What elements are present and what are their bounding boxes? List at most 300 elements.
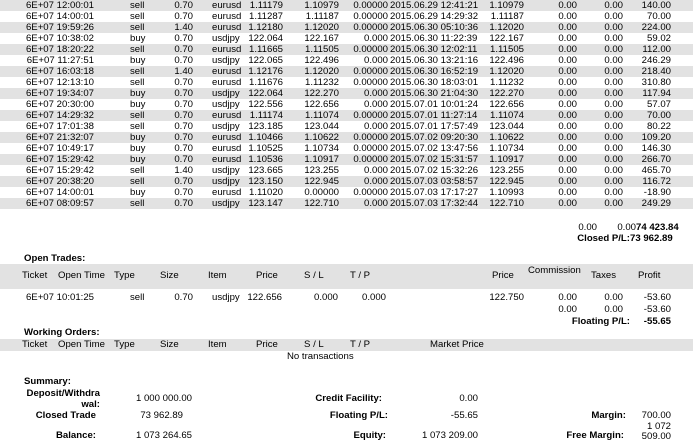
cell-tp: 0.00000 — [353, 66, 388, 77]
cell-close-price: 122.945 — [489, 176, 524, 187]
cell-sl: 122.167 — [304, 33, 339, 44]
cell-close-time: 2015.06.30 21:04:30 — [390, 88, 479, 99]
cell-open-price: 1.11020 — [249, 187, 283, 198]
col-tp: T / P — [350, 270, 371, 281]
floating-value: -55.65 — [450, 410, 478, 421]
cell-size: 0.70 — [174, 121, 193, 132]
cell-sl: 122.945 — [304, 176, 339, 187]
cell-close-price: 123.044 — [489, 121, 524, 132]
cell-tp: 0.00000 — [353, 132, 388, 143]
cell-close-time: 2015.06.29 14:29:32 — [390, 11, 479, 22]
cell-item: eurusd — [212, 187, 242, 198]
cell-commission: 0.00 — [558, 110, 577, 121]
cell-time: 6E+07 21:32:07 — [25, 132, 94, 143]
cell-item: eurusd — [212, 154, 242, 165]
col-open-time: Open Time — [58, 270, 105, 281]
cell-profit: 249.29 — [641, 198, 671, 209]
cell-close-price: 1.12020 — [489, 22, 524, 33]
cell-size: 1.40 — [174, 66, 193, 77]
cell-tp: 0.00000 — [353, 22, 388, 33]
cell-open-price: 1.10525 — [248, 143, 283, 154]
cell-commission: 0.00 — [558, 33, 577, 44]
cell-type: buy — [130, 154, 146, 165]
cell-close-time: 2015.07.02 13:47:56 — [390, 143, 479, 154]
working-orders-header — [0, 339, 693, 351]
cell-close-time: 2015.07.03 03:58:57 — [390, 176, 479, 187]
table-row — [0, 176, 693, 187]
cell-swaps: 0.00 — [604, 165, 623, 176]
cell-open-price: 1.11287 — [249, 11, 283, 22]
cell-swaps: 0.00 — [604, 187, 623, 198]
cell-open-price: 1.12180 — [248, 22, 283, 33]
cell-close-price: 122.270 — [489, 88, 524, 99]
cell-item: usdjpy — [212, 292, 240, 303]
credit-label: Credit Facility: — [315, 393, 382, 404]
cell-item: eurusd — [212, 77, 242, 88]
cell-profit: 224.00 — [641, 22, 671, 33]
cell-type: buy — [130, 88, 146, 99]
cell-type: sell — [130, 11, 145, 22]
table-row — [0, 22, 693, 33]
cell-type: sell — [130, 0, 145, 11]
cell-swaps: 0.00 — [604, 99, 623, 110]
cell-close-time: 2015.06.30 18:03:01 — [390, 77, 479, 88]
cell-commission: 0.00 — [558, 198, 577, 209]
cell-profit: 59.02 — [646, 33, 671, 44]
col-ticket: Ticket — [22, 270, 48, 281]
cell-tp: 0.00000 — [353, 143, 388, 154]
cell-close-time: 2015.07.01 10:01:24 — [390, 99, 479, 110]
cell-item: eurusd — [212, 0, 242, 11]
cell-sl: 1.10917 — [304, 154, 339, 165]
cell-close-price: 123.255 — [489, 165, 524, 176]
col-sl: S / L — [304, 270, 324, 281]
cell-item: eurusd — [212, 11, 242, 22]
table-row — [0, 132, 693, 143]
open-subtotal-commission: 0.00 — [558, 304, 577, 315]
open-trades-header — [0, 264, 693, 289]
cell-open-price: 122.064 — [248, 88, 283, 99]
cell-type: buy — [130, 33, 146, 44]
cell-swaps: 0.00 — [604, 110, 623, 121]
cell-profit: 310.80 — [641, 77, 671, 88]
open-floating-label: Floating P/L: — [571, 316, 630, 327]
cell-item: usdjpy — [212, 198, 240, 209]
cell-open-price: 1.10536 — [248, 154, 283, 165]
cell-time: 6E+07 14:00:01 — [25, 11, 94, 22]
col-price2: Price — [492, 270, 514, 281]
cell-tp: 0.000 — [363, 33, 388, 44]
cell-swaps: 0.00 — [604, 198, 623, 209]
cell-close-time: 2015.06.30 11:22:39 — [390, 33, 478, 44]
cell-type: buy — [130, 132, 146, 143]
cell-size: 1.40 — [174, 165, 193, 176]
cell-close-price: 1.10979 — [489, 0, 524, 11]
wo-col-market-price: Market Price — [430, 339, 484, 350]
table-row — [0, 154, 693, 165]
cell-profit: 140.00 — [641, 0, 671, 11]
cell-type: buy — [130, 143, 146, 154]
cell-time: 6E+07 15:29:42 — [25, 165, 94, 176]
cell-close-price: 122.710 — [489, 198, 524, 209]
col-item: Item — [208, 270, 227, 281]
cell-time: 6E+07 20:30:00 — [25, 99, 94, 110]
cell-swaps: 0.00 — [604, 22, 623, 33]
cell-item: eurusd — [212, 143, 242, 154]
total-commission: 0.00 — [578, 222, 597, 233]
cell-close-time: 2015.07.01 11:27:14 — [390, 110, 478, 121]
cell-type: buy — [130, 55, 146, 66]
table-row — [0, 77, 693, 88]
cell-swaps: 0.00 — [604, 88, 623, 99]
cell-item: eurusd — [212, 22, 242, 33]
cell-close-price: 1.11505 — [490, 44, 524, 55]
cell-sl: 1.10734 — [304, 143, 339, 154]
table-row — [0, 99, 693, 110]
cell-sl: 0.00000 — [304, 187, 339, 198]
cell-close-time: 2015.07.01 17:57:49 — [390, 121, 479, 132]
cell-swaps: 0.00 — [604, 0, 623, 11]
cell-close-time: 2015.07.03 17:32:44 — [390, 198, 479, 209]
wo-col-open-time: Open Time — [58, 339, 105, 350]
cell-sl: 122.496 — [304, 55, 339, 66]
table-row — [0, 198, 693, 209]
open-trade-row — [0, 292, 693, 303]
cell-tp: 0.00000 — [353, 44, 388, 55]
cell-profit: 218.40 — [641, 66, 671, 77]
cell-swaps: 0.00 — [604, 66, 623, 77]
balance-value: 1 073 264.65 — [135, 430, 192, 441]
floating-label: Floating P/L: — [329, 410, 388, 421]
cell-size: 0.70 — [174, 55, 193, 66]
cell-time: 6E+07 19:59:26 — [25, 22, 94, 33]
cell-tp: 0.000 — [363, 165, 388, 176]
cell-time: 6E+07 18:20:22 — [25, 44, 94, 55]
table-row — [0, 121, 693, 132]
cell-tp: 0.00000 — [353, 77, 388, 88]
cell-item: eurusd — [212, 110, 242, 121]
cell-size: 0.70 — [174, 154, 193, 165]
cell-item: eurusd — [212, 44, 242, 55]
cell-open-price: 1.11665 — [249, 44, 283, 55]
cell-type: sell — [130, 44, 145, 55]
margin-label: Margin: — [591, 410, 626, 421]
cell-close-time: 2015.07.02 15:31:57 — [390, 154, 479, 165]
credit-value: 0.00 — [459, 393, 478, 404]
cell-sl: 1.11074 — [305, 110, 339, 121]
cell-type: sell — [130, 110, 145, 121]
deposit-label: Deposit/Withdrawal: — [26, 388, 100, 410]
cell-close-time: 2015.07.03 17:17:27 — [390, 187, 479, 198]
cell-tp: 0.00000 — [353, 0, 388, 11]
cell-close-price: 122.656 — [489, 99, 524, 110]
cell-size: 0.70 — [174, 88, 193, 99]
cell-size: 0.70 — [174, 143, 193, 154]
cell-size: 0.70 — [174, 11, 193, 22]
cell-time: 6E+07 12:13:10 — [25, 77, 94, 88]
cell-close-price: 1.11187 — [490, 11, 524, 22]
cell-commission: 0.00 — [558, 66, 577, 77]
cell-close-time: 2015.07.02 15:32:26 — [390, 165, 479, 176]
cell-swaps: 0.00 — [604, 176, 623, 187]
cell-open-price: 123.665 — [248, 165, 283, 176]
cell-item: usdjpy — [212, 55, 240, 66]
cell-profit: 57.07 — [646, 99, 671, 110]
cell-swaps: 0.00 — [604, 143, 623, 154]
cell-open-price: 123.185 — [248, 121, 283, 132]
cell-time: 6E+07 10:38:02 — [25, 33, 94, 44]
cell-commission: 0.00 — [558, 154, 577, 165]
cell-commission: 0.00 — [558, 176, 577, 187]
cell-tp: 0.000 — [363, 198, 388, 209]
cell-time: 6E+07 16:03:18 — [25, 66, 94, 77]
cell-item: usdjpy — [212, 165, 240, 176]
cell-profit: 112.00 — [642, 44, 671, 55]
cell-swaps: 0.00 — [604, 121, 623, 132]
cell-close-time: 2015.06.30 12:02:11 — [390, 44, 478, 55]
cell-size: 0.70 — [174, 176, 193, 187]
cell-commission: 0.00 — [558, 165, 577, 176]
cell-close-price: 1.10917 — [489, 154, 524, 165]
wo-col-ticket: Ticket — [22, 339, 48, 350]
cell-tp: 0.00000 — [353, 110, 388, 121]
cell-open-price: 1.12176 — [248, 66, 283, 77]
cell-type: buy — [130, 99, 146, 110]
margin-value: 700.00 — [641, 410, 671, 421]
cell-open-price: 1.10466 — [248, 132, 283, 143]
wo-col-sl: S / L — [304, 339, 324, 350]
cell-type: sell — [130, 66, 145, 77]
cell-price2: 122.750 — [489, 292, 524, 303]
cell-commission: 0.00 — [558, 55, 577, 66]
no-transactions: No transactions — [287, 351, 354, 362]
col-size: Size — [160, 270, 179, 281]
cell-close-price: 122.496 — [489, 55, 524, 66]
cell-swaps: 0.00 — [604, 33, 623, 44]
cell-commission: 0.00 — [558, 121, 577, 132]
cell-sl: 122.656 — [304, 99, 339, 110]
cell-sl: 1.11232 — [305, 77, 339, 88]
cell-tp: 0.00000 — [353, 154, 388, 165]
cell-open-price: 1.11676 — [249, 77, 283, 88]
cell-size: 0.70 — [174, 110, 193, 121]
cell-swaps: 0.00 — [604, 44, 623, 55]
table-row — [0, 88, 693, 99]
cell-profit: -18.90 — [643, 187, 671, 198]
cell-open-price: 122.064 — [248, 33, 283, 44]
cell-tp: 0.000 — [361, 292, 386, 303]
cell-close-time: 2015.06.30 16:52:19 — [390, 66, 479, 77]
cell-tp: 0.00000 — [353, 187, 388, 198]
cell-commission: 0.00 — [558, 0, 577, 11]
col-profit: Profit — [638, 270, 661, 281]
cell-swaps: 0.00 — [604, 132, 623, 143]
cell-close-price: 1.12020 — [489, 66, 524, 77]
cell-close-time: 2015.06.30 05:10:36 — [390, 22, 479, 33]
cell-sl: 1.10979 — [304, 0, 339, 11]
cell-size: 0.70 — [174, 99, 193, 110]
cell-close-price: 1.11074 — [490, 110, 524, 121]
cell-sl: 1.11505 — [305, 44, 339, 55]
cell-size: 0.70 — [174, 77, 193, 88]
cell-close-price: 122.167 — [489, 33, 524, 44]
open-floating-value: -55.65 — [643, 316, 671, 327]
table-row — [0, 165, 693, 176]
equity-value: 1 073 209.00 — [421, 430, 478, 441]
cell-size: 0.70 — [174, 0, 193, 11]
cell-commission: 0.00 — [558, 11, 577, 22]
table-row — [0, 143, 693, 154]
cell-time: 6E+07 10:01:25 — [25, 292, 94, 303]
cell-item: eurusd — [212, 66, 242, 77]
cell-time: 6E+07 08:09:57 — [25, 198, 94, 209]
cell-profit: -53.60 — [643, 292, 671, 303]
cell-swaps: 0.00 — [604, 154, 623, 165]
col-taxes: Taxes — [591, 270, 617, 281]
cell-open-price: 1.11179 — [249, 0, 283, 11]
cell-type: sell — [130, 198, 145, 209]
cell-sl: 1.12020 — [304, 22, 339, 33]
wo-col-price: Price — [256, 339, 278, 350]
table-row — [0, 55, 693, 66]
cell-open-price: 1.11174 — [249, 110, 283, 121]
table-row — [0, 66, 693, 77]
cell-close-price: 1.11232 — [490, 77, 524, 88]
cell-commission: 0.00 — [558, 132, 577, 143]
closed-pl-label: Closed P/L: — [577, 233, 630, 244]
table-row — [0, 187, 693, 198]
closed-pl-value: 73 962.89 — [630, 233, 673, 244]
cell-tp: 0.000 — [363, 121, 388, 132]
cell-type: sell — [130, 22, 145, 33]
cell-size: 0.70 — [174, 187, 193, 198]
cell-type: buy — [130, 187, 146, 198]
cell-item: usdjpy — [212, 99, 240, 110]
cell-close-price: 1.10734 — [489, 143, 524, 154]
total-swaps: 0.00 — [617, 222, 636, 233]
cell-swaps: 0.00 — [604, 77, 623, 88]
col-type: Type — [114, 270, 135, 281]
cell-close-time: 2015.07.02 09:20:30 — [390, 132, 479, 143]
cell-open-price: 122.065 — [248, 55, 283, 66]
cell-open-price: 123.150 — [248, 176, 283, 187]
table-row — [0, 44, 693, 55]
closed-trade-label: Closed Trade — [35, 410, 96, 421]
balance-label: Balance: — [56, 430, 96, 441]
cell-item: usdjpy — [212, 88, 240, 99]
cell-close-price: 1.10993 — [489, 187, 524, 198]
cell-tp: 0.00000 — [353, 11, 388, 22]
table-row — [0, 33, 693, 44]
wo-col-tp: T / P — [350, 339, 371, 350]
wo-col-size: Size — [160, 339, 179, 350]
cell-commission: 0.00 — [558, 143, 577, 154]
cell-tp: 0.000 — [363, 99, 388, 110]
cell-item: usdjpy — [212, 176, 240, 187]
cell-time: 6E+07 19:34:07 — [25, 88, 94, 99]
cell-profit: 465.70 — [641, 165, 671, 176]
open-trades-title: Open Trades: — [24, 253, 86, 264]
cell-sl: 1.12020 — [304, 66, 339, 77]
cell-time: 6E+07 10:49:17 — [25, 143, 94, 154]
cell-time: 6E+07 17:01:38 — [25, 121, 94, 132]
cell-size: 0.70 — [174, 44, 193, 55]
cell-profit: 70.00 — [646, 110, 671, 121]
cell-tp: 0.000 — [363, 88, 388, 99]
cell-sl: 122.710 — [304, 198, 339, 209]
cell-sl: 123.044 — [304, 121, 339, 132]
cell-taxes: 0.00 — [604, 292, 623, 303]
total-profit: 74 423.84 — [636, 222, 679, 233]
col-price: Price — [256, 270, 278, 281]
open-subtotal-taxes: 0.00 — [604, 304, 623, 315]
open-subtotal-profit: -53.60 — [643, 304, 671, 315]
cell-item: usdjpy — [212, 121, 240, 132]
cell-tp: 0.000 — [363, 55, 388, 66]
wo-col-item: Item — [208, 339, 227, 350]
free-margin-value: 1 072 509.00 — [641, 421, 671, 442]
cell-swaps: 0.00 — [604, 55, 623, 66]
cell-profit: 116.72 — [642, 176, 671, 187]
cell-sl: 1.11187 — [305, 11, 339, 22]
table-row — [0, 110, 693, 121]
working-orders-title: Working Orders: — [24, 327, 100, 338]
cell-profit: 246.29 — [641, 55, 671, 66]
cell-profit: 146.30 — [641, 143, 671, 154]
cell-type: sell — [130, 176, 145, 187]
cell-size: 0.70 — [174, 33, 193, 44]
cell-commission: 0.00 — [558, 22, 577, 33]
col-commission: Commission — [528, 265, 581, 276]
cell-profit: 70.00 — [646, 11, 671, 22]
cell-time: 6E+07 12:00:01 — [25, 0, 94, 11]
cell-commission: 0.00 — [558, 77, 577, 88]
cell-commission: 0.00 — [558, 99, 577, 110]
cell-sl: 1.10622 — [304, 132, 339, 143]
cell-close-price: 1.10622 — [489, 132, 524, 143]
cell-commission: 0.00 — [558, 44, 577, 55]
deposit-value: 1 000 000.00 — [135, 393, 192, 404]
cell-profit: 266.70 — [641, 154, 671, 165]
cell-item: usdjpy — [212, 33, 240, 44]
cell-close-time: 2015.06.29 12:41:21 — [390, 0, 479, 11]
cell-price: 122.656 — [247, 292, 282, 303]
cell-swaps: 0.00 — [604, 11, 623, 22]
cell-time: 6E+07 11:27:51 — [26, 55, 94, 66]
cell-commission: 0.00 — [558, 187, 577, 198]
cell-type: sell — [130, 77, 145, 88]
cell-type: sell — [130, 165, 145, 176]
cell-close-time: 2015.06.30 13:21:16 — [390, 55, 479, 66]
wo-col-type: Type — [114, 339, 135, 350]
cell-time: 6E+07 20:38:20 — [25, 176, 94, 187]
closed-trade-value: 73 962.89 — [140, 410, 183, 421]
cell-size: 0.70 — [174, 198, 193, 209]
cell-open-price: 122.556 — [248, 99, 283, 110]
cell-type: sell — [130, 121, 145, 132]
cell-profit: 80.22 — [646, 121, 671, 132]
cell-sl: 122.270 — [304, 88, 339, 99]
cell-profit: 117.94 — [642, 88, 671, 99]
cell-commission: 0.00 — [558, 292, 577, 303]
cell-item: eurusd — [212, 132, 242, 143]
cell-time: 6E+07 14:00:01 — [25, 187, 94, 198]
cell-profit: 109.20 — [641, 132, 671, 143]
cell-sl: 0.000 — [313, 292, 338, 303]
cell-sl: 123.255 — [304, 165, 339, 176]
table-row — [0, 0, 693, 11]
cell-size: 1.40 — [174, 22, 193, 33]
